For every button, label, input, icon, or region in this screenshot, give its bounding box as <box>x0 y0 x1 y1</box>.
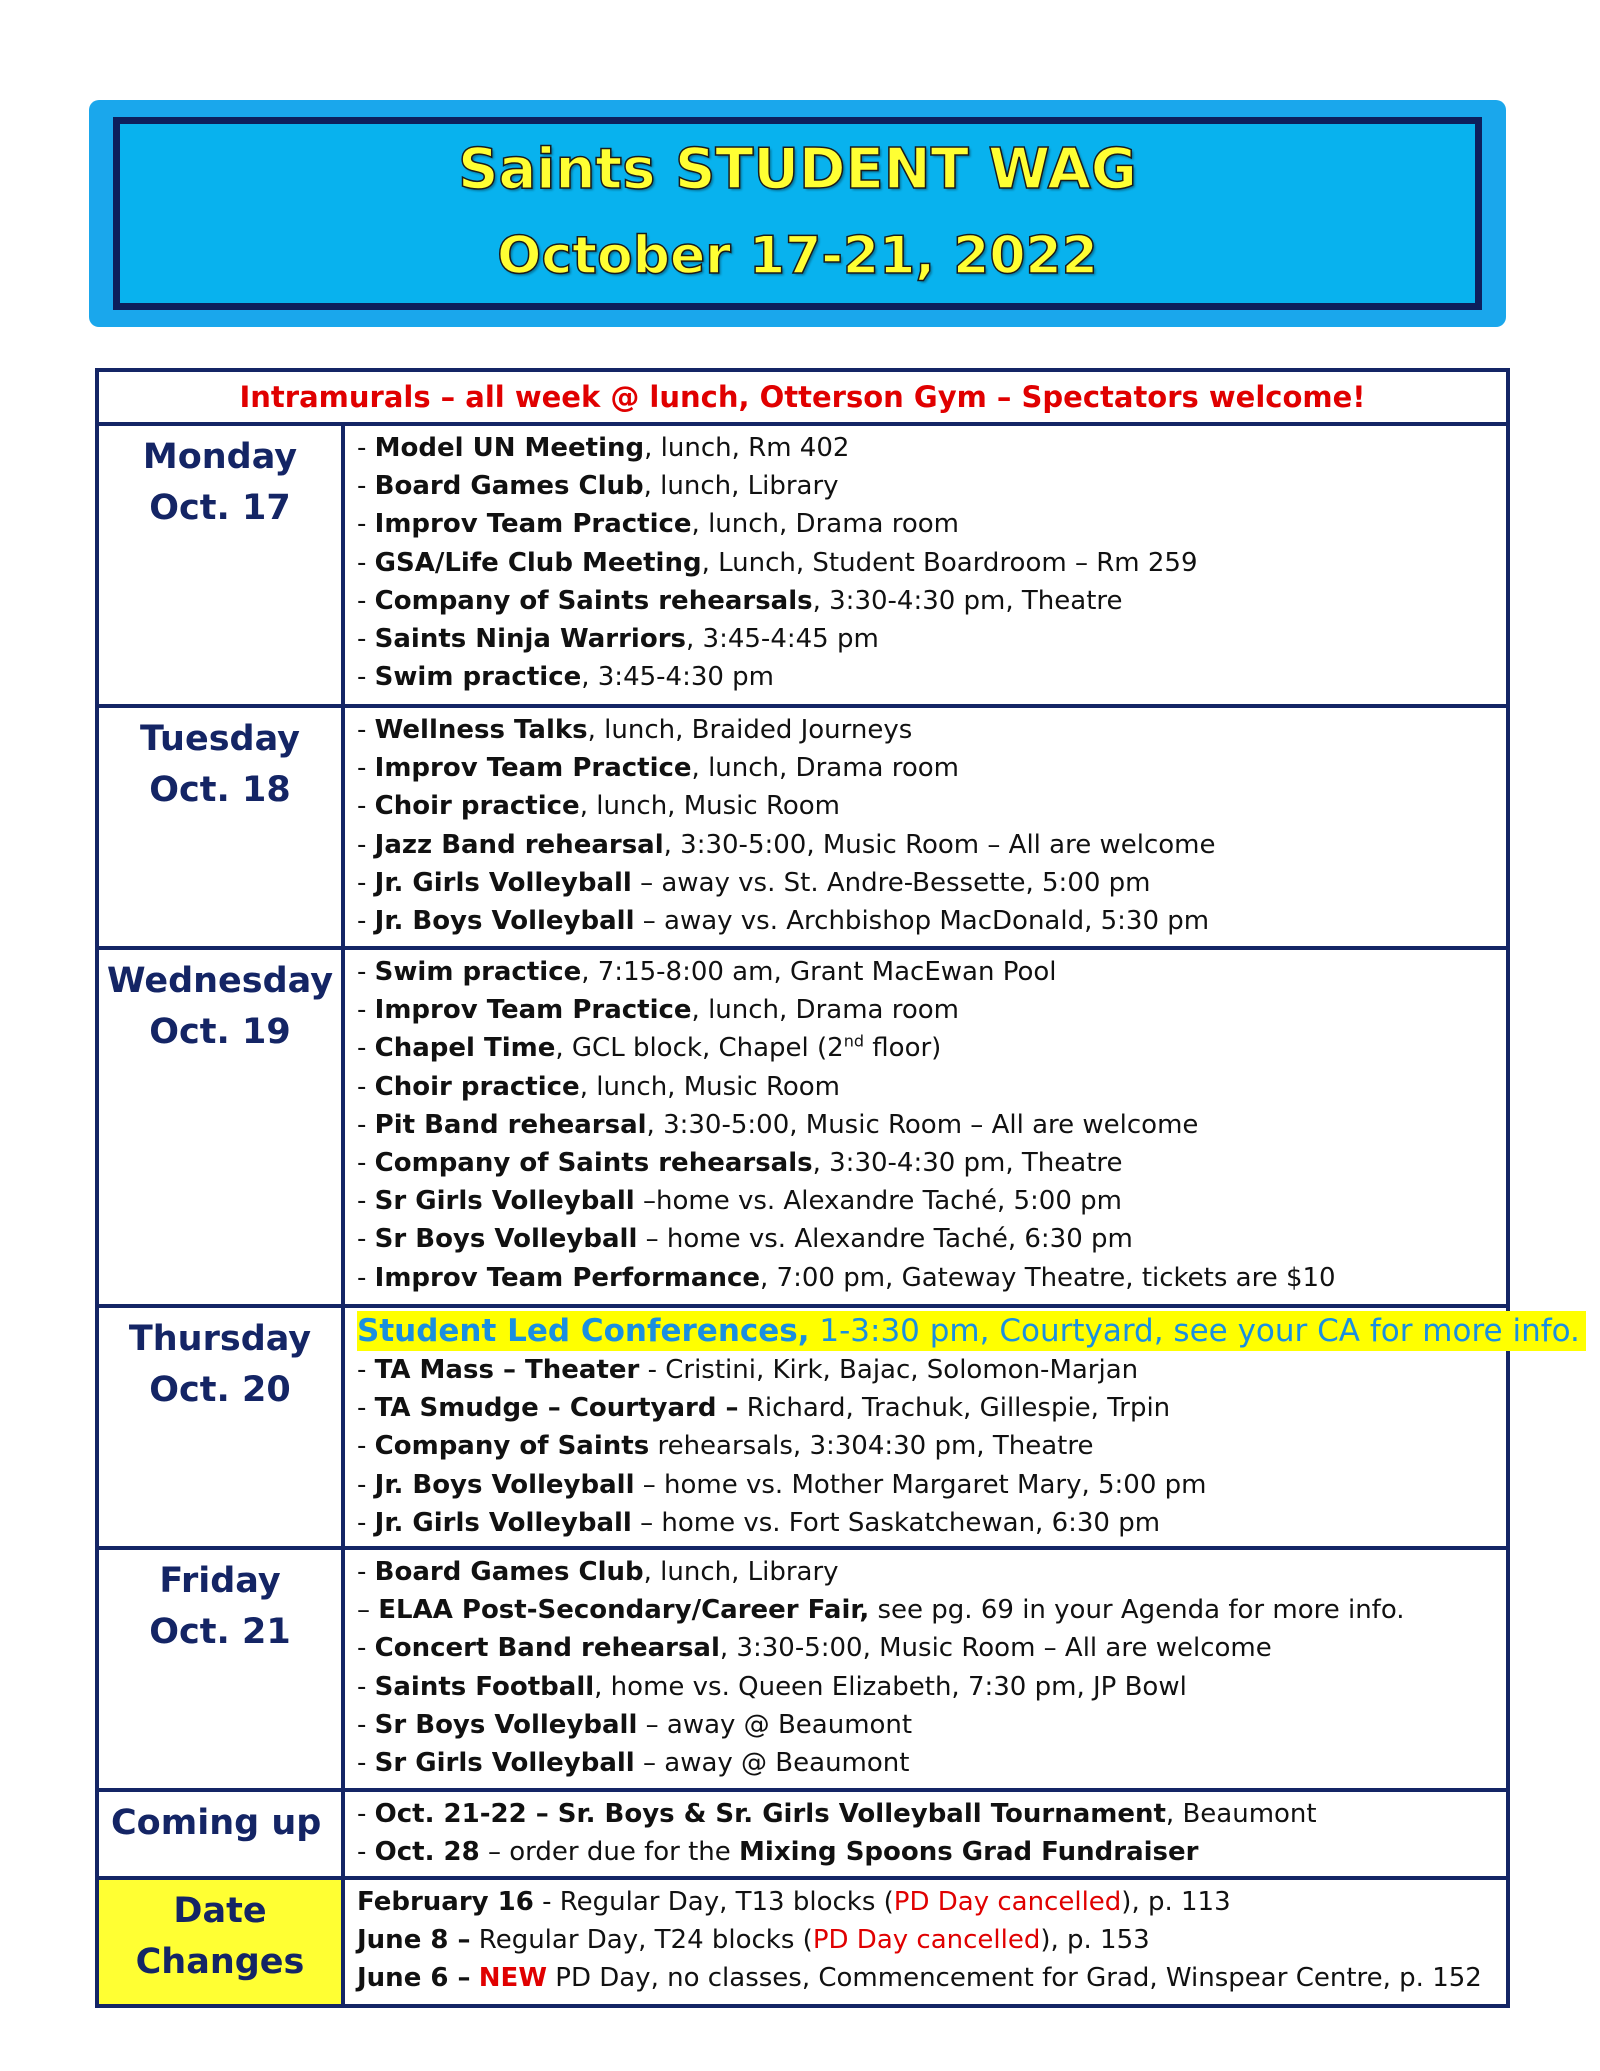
day-row-monday <box>97 424 1508 706</box>
event-item: - Model UN Meeting, lunch, Rm 402 <box>357 433 850 463</box>
event-item: - Company of Saints rehearsals, 3:30-4:30 pm, Theatre <box>357 585 1123 616</box>
event-item: - Sr Boys Volleyball – home vs. Alexandre Taché, 6:30 pm <box>357 1224 1133 1255</box>
event-item: – ELAA Post-Secondary/Career Fair, see pg. 69 in your Agenda for more info. <box>357 1595 1405 1626</box>
event-list <box>343 948 1508 1306</box>
date-change-item: June 6 – NEW PD Day, no classes, Commencement for Grad, Winspear Centre, p. 152 <box>357 1963 1482 1994</box>
event-item: - Improv Team Practice, lunch, Drama room <box>357 509 959 540</box>
coming-up-list <box>343 1790 1508 1878</box>
header-banner <box>89 100 1506 327</box>
event-item: - Jr. Girls Volleyball – home vs. Fort Saskatchewan, 6:30 pm <box>357 1507 1161 1538</box>
event-item: - Sr Girls Volleyball –home vs. Alexandre Taché, 5:00 pm <box>357 1186 1122 1217</box>
event-item: - Jr. Girls Volleyball – away vs. St. Andre-Bessette, 5:00 pm <box>357 867 1151 898</box>
event-item: - Improv Team Practice, lunch, Drama room <box>357 753 959 784</box>
intramurals-notice: Intramurals – all week @ lunch, Otterson Gym – Spectators welcome! <box>97 370 1508 424</box>
event-item: - Company of Saints rehearsals, 3:30-4:30 pm, Theatre <box>357 1148 1123 1179</box>
day-name: Friday <box>159 1561 281 1601</box>
date-changes-label-line2: Changes <box>135 1942 305 1982</box>
day-date: Oct. 17 <box>149 488 291 528</box>
event-item: - Jazz Band rehearsal, 3:30-5:00, Music Room – All are welcome <box>357 829 1216 860</box>
event-item: - TA Smudge – Courtyard – Richard, Trachuk, Gillespie, Trpin <box>357 1393 1171 1424</box>
event-item: - GSA/Life Club Meeting, Lunch, Student Boardroom – Rm 259 <box>357 547 1198 578</box>
day-row-friday <box>97 1548 1508 1790</box>
event-list <box>343 424 1508 706</box>
intramurals-row <box>97 370 1508 424</box>
day-date: Oct. 21 <box>149 1612 291 1652</box>
weekly-schedule-table <box>95 368 1580 2008</box>
event-item: - Improv Team Practice, lunch, Drama room <box>357 995 959 1026</box>
date-changes-row <box>97 1878 1508 2006</box>
event-item: - Swim practice, 7:15-8:00 am, Grant MacEwan Pool <box>357 957 1057 987</box>
day-name: Monday <box>142 437 298 477</box>
header-banner-inner <box>113 117 1482 310</box>
day-date: Oct. 19 <box>149 1012 291 1052</box>
date-changes-list <box>343 1878 1508 2006</box>
event-item: - TA Mass – Theater - Cristini, Kirk, Bajac, Solomon-Marjan <box>357 1355 1139 1385</box>
event-item: - Oct. 21-22 – Sr. Boys & Sr. Girls Volleyball Tournament, Beaumont <box>357 1799 1317 1829</box>
date-changes-label-line1: Date <box>173 1891 267 1931</box>
day-row-tuesday <box>97 706 1508 948</box>
day-label <box>97 424 343 706</box>
day-name: Tuesday <box>140 719 300 759</box>
event-item: - Concert Band rehearsal, 3:30-5:00, Music Room – All are welcome <box>357 1633 1272 1664</box>
event-item: - Board Games Club, lunch, Library <box>357 1557 839 1587</box>
date-changes-label <box>97 1878 343 2006</box>
highlighted-event: Student Led Conferences, 1-3:30 pm, Courtyard, see your CA for more info. <box>357 1311 1586 1351</box>
event-item: - Jr. Boys Volleyball – home vs. Mother Margaret Mary, 5:00 pm <box>357 1469 1207 1500</box>
event-item: - Sr Girls Volleyball – away @ Beaumont <box>357 1748 910 1779</box>
event-item: - Choir practice, lunch, Music Room <box>357 1071 840 1102</box>
event-item: - Wellness Talks, lunch, Braided Journeys <box>357 715 913 745</box>
day-name: Thursday <box>128 1319 312 1359</box>
event-item: - Sr Boys Volleyball – away @ Beaumont <box>357 1709 913 1740</box>
event-item: - Pit Band rehearsal, 3:30-5:00, Music Room – All are welcome <box>357 1109 1199 1140</box>
event-item: - Jr. Boys Volleyball – away vs. Archbishop MacDonald, 5:30 pm <box>357 906 1210 937</box>
date-change-item: February 16 - Regular Day, T13 blocks (PD Day cancelled), p. 113 <box>357 1887 1231 1917</box>
event-item: - Board Games Club, lunch, Library <box>357 471 839 502</box>
day-date: Oct. 18 <box>149 770 291 810</box>
event-list <box>343 1306 1580 1548</box>
event-list <box>343 1548 1508 1790</box>
day-label <box>97 948 343 1306</box>
day-row-wednesday <box>97 948 1508 1306</box>
event-item: - Saints Ninja Warriors, 3:45-4:45 pm <box>357 624 879 655</box>
event-item: - Improv Team Performance, 7:00 pm, Gateway Theatre, tickets are $10 <box>357 1262 1336 1293</box>
day-name: Wednesday <box>106 961 334 1001</box>
event-item: - Oct. 28 – order due for the Mixing Spoons Grad Fundraiser <box>357 1837 1199 1868</box>
event-item: - Company of Saints rehearsals, 3:304:30 pm, Theatre <box>357 1431 1094 1462</box>
event-list <box>343 706 1508 948</box>
day-label <box>97 1306 343 1548</box>
day-label <box>97 706 343 948</box>
page-title: Saints STUDENT WAG <box>458 137 1137 202</box>
coming-up-row <box>97 1790 1508 1878</box>
day-row-thursday <box>97 1306 1508 1548</box>
event-item: - Choir practice, lunch, Music Room <box>357 791 840 822</box>
day-date: Oct. 20 <box>149 1370 291 1410</box>
event-item: - Swim practice, 3:45-4:30 pm <box>357 662 775 693</box>
day-label <box>97 1548 343 1790</box>
event-item: - Saints Football, home vs. Queen Elizabeth, 7:30 pm, JP Bowl <box>357 1671 1187 1702</box>
date-change-item: June 8 – Regular Day, T24 blocks (PD Day cancelled), p. 153 <box>357 1925 1150 1956</box>
week-dates: October 17-21, 2022 <box>497 226 1098 286</box>
coming-up-label: Coming up <box>97 1790 343 1878</box>
event-item: - Chapel Time, GCL block, Chapel (2nd floor) <box>357 1031 942 1064</box>
